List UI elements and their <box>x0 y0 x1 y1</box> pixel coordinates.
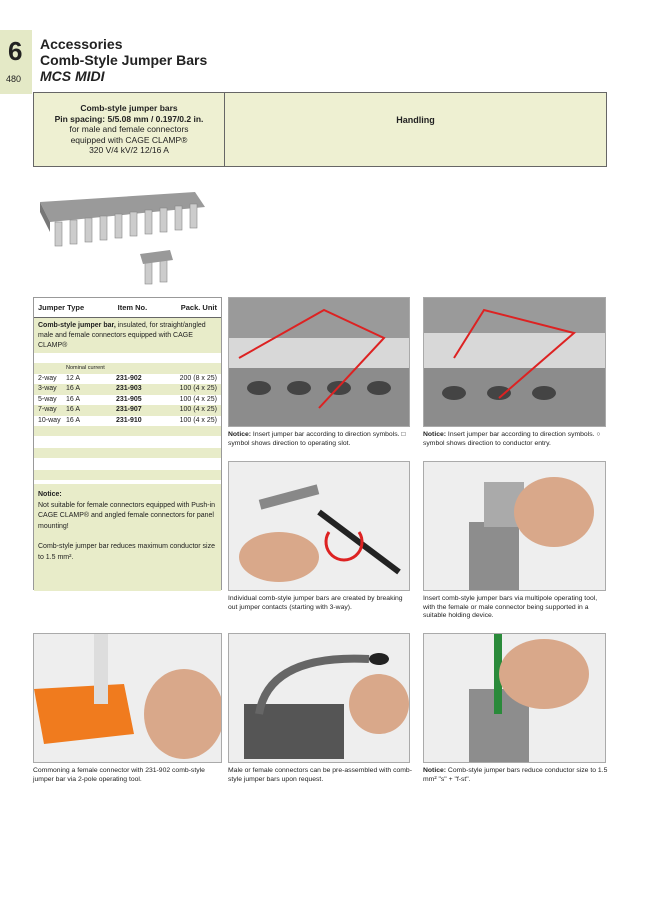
table-description <box>34 318 221 353</box>
text: 100 (4 x 25) <box>179 416 217 424</box>
text: 5-way <box>38 395 57 403</box>
text: Insert comb-style jumper bars via multipole operating tool, with the female or male connector being supported in a suitable holding device. <box>423 595 598 619</box>
photo-conductor-size <box>423 633 606 763</box>
chapter-number: 6 <box>8 36 23 66</box>
nominal-row <box>34 363 221 374</box>
text: Commoning a female connector with 231-902 comb-style jumper bar via 2-pole operating tool. <box>33 767 205 783</box>
caption <box>423 767 608 784</box>
caption <box>228 595 413 612</box>
photo-insert-conductor-entry <box>423 297 606 427</box>
title-line: Comb-Style Jumper Bars <box>40 52 208 68</box>
desc-text: insulated, for straight/angled male and female connectors equipped with CAGE CLAMP® <box>38 322 206 349</box>
title-line: MCS MIDI <box>40 68 105 84</box>
caption <box>33 767 218 784</box>
photo-breaking-jumper <box>228 461 410 591</box>
caption <box>423 431 608 448</box>
nominal-label: Nominal current <box>66 365 105 371</box>
text: 231-907 <box>116 406 142 413</box>
text: 10-way <box>38 416 61 424</box>
text: 200 (8 x 25) <box>179 374 217 382</box>
text: Notice: <box>423 431 447 438</box>
text: Individual comb-style jumper bars are created by breaking out jumper contacts (starting with 3-way). <box>228 595 403 611</box>
text: Insert jumper bar according to direction symbols. ○ symbol shows direction to conductor entry. <box>423 431 601 447</box>
table-row <box>34 374 221 385</box>
spec-cell <box>34 93 225 166</box>
col-header: Jumper Type <box>38 303 85 312</box>
table-row <box>34 405 221 416</box>
item-table <box>33 297 222 590</box>
photo-multipole-tool <box>423 461 606 591</box>
col-header: Item No. <box>117 303 148 312</box>
text: 12 A <box>66 374 81 382</box>
spec-line: Comb-style jumper bars <box>80 103 178 113</box>
text: 100 (4 x 25) <box>179 406 217 413</box>
notice-text: Not suitable for female connectors equipped with Push-in CAGE CLAMP® and angled female connectors for panel mounting! <box>38 501 216 530</box>
text: 2-way <box>38 374 57 382</box>
text: Notice: <box>228 431 252 438</box>
spec-line: Pin spacing: 5/5.08 mm / 0.197/0.2 in. <box>54 113 204 124</box>
notice-box <box>34 484 221 591</box>
text: Male or female connectors can be pre-assembled with comb-style jumper bars upon request. <box>228 767 412 783</box>
text: Notice: <box>423 767 447 774</box>
notice-text: Comb-style jumper bar reduces maximum conductor size to 1.5 mm². <box>38 543 216 561</box>
caption <box>228 431 413 448</box>
spec-line: for male and female connectors <box>69 124 189 134</box>
desc-bold: Comb-style jumper bar, <box>38 322 116 329</box>
caption <box>423 595 608 621</box>
text: 7-way <box>38 406 57 413</box>
text: 16 A <box>66 385 81 392</box>
page-number: 480 <box>6 74 22 84</box>
table-header <box>34 298 221 318</box>
handling-heading: Handling <box>396 115 435 125</box>
jumper-bar-product-image <box>35 182 215 290</box>
caption <box>228 767 413 784</box>
text: 16 A <box>66 416 81 424</box>
text: 16 A <box>66 395 81 403</box>
page-title <box>40 36 207 84</box>
spec-line: equipped with CAGE CLAMP® <box>70 134 188 145</box>
photo-insert-operating-slot <box>228 297 410 427</box>
photo-pre-assembled <box>228 633 410 763</box>
text: 231-910 <box>116 416 142 424</box>
text: Insert jumper bar according to direction symbols. □ symbol shows direction to operating slot. <box>228 431 406 447</box>
text: 231-903 <box>116 385 142 392</box>
photo-commoning-female-connector <box>33 633 222 763</box>
title-line: Accessories <box>40 36 123 52</box>
text: 3-way <box>38 385 57 392</box>
table-row <box>34 416 221 427</box>
text: Comb-style jumper bars reduce conductor size to 1.5 mm² "s" + "f-st". <box>423 767 608 783</box>
table-row <box>34 384 221 395</box>
notice-title: Notice: <box>38 491 62 498</box>
text: 100 (4 x 25) <box>179 395 217 403</box>
text: 231-902 <box>116 374 142 382</box>
table-row <box>34 395 221 406</box>
text: 100 (4 x 25) <box>179 385 217 392</box>
text: 231-905 <box>116 395 142 403</box>
spec-line: 320 V/4 kV/2 12/16 A <box>89 145 169 155</box>
spec-header <box>33 92 607 167</box>
col-header: Pack. Unit <box>180 303 217 312</box>
text: 16 A <box>66 406 81 413</box>
